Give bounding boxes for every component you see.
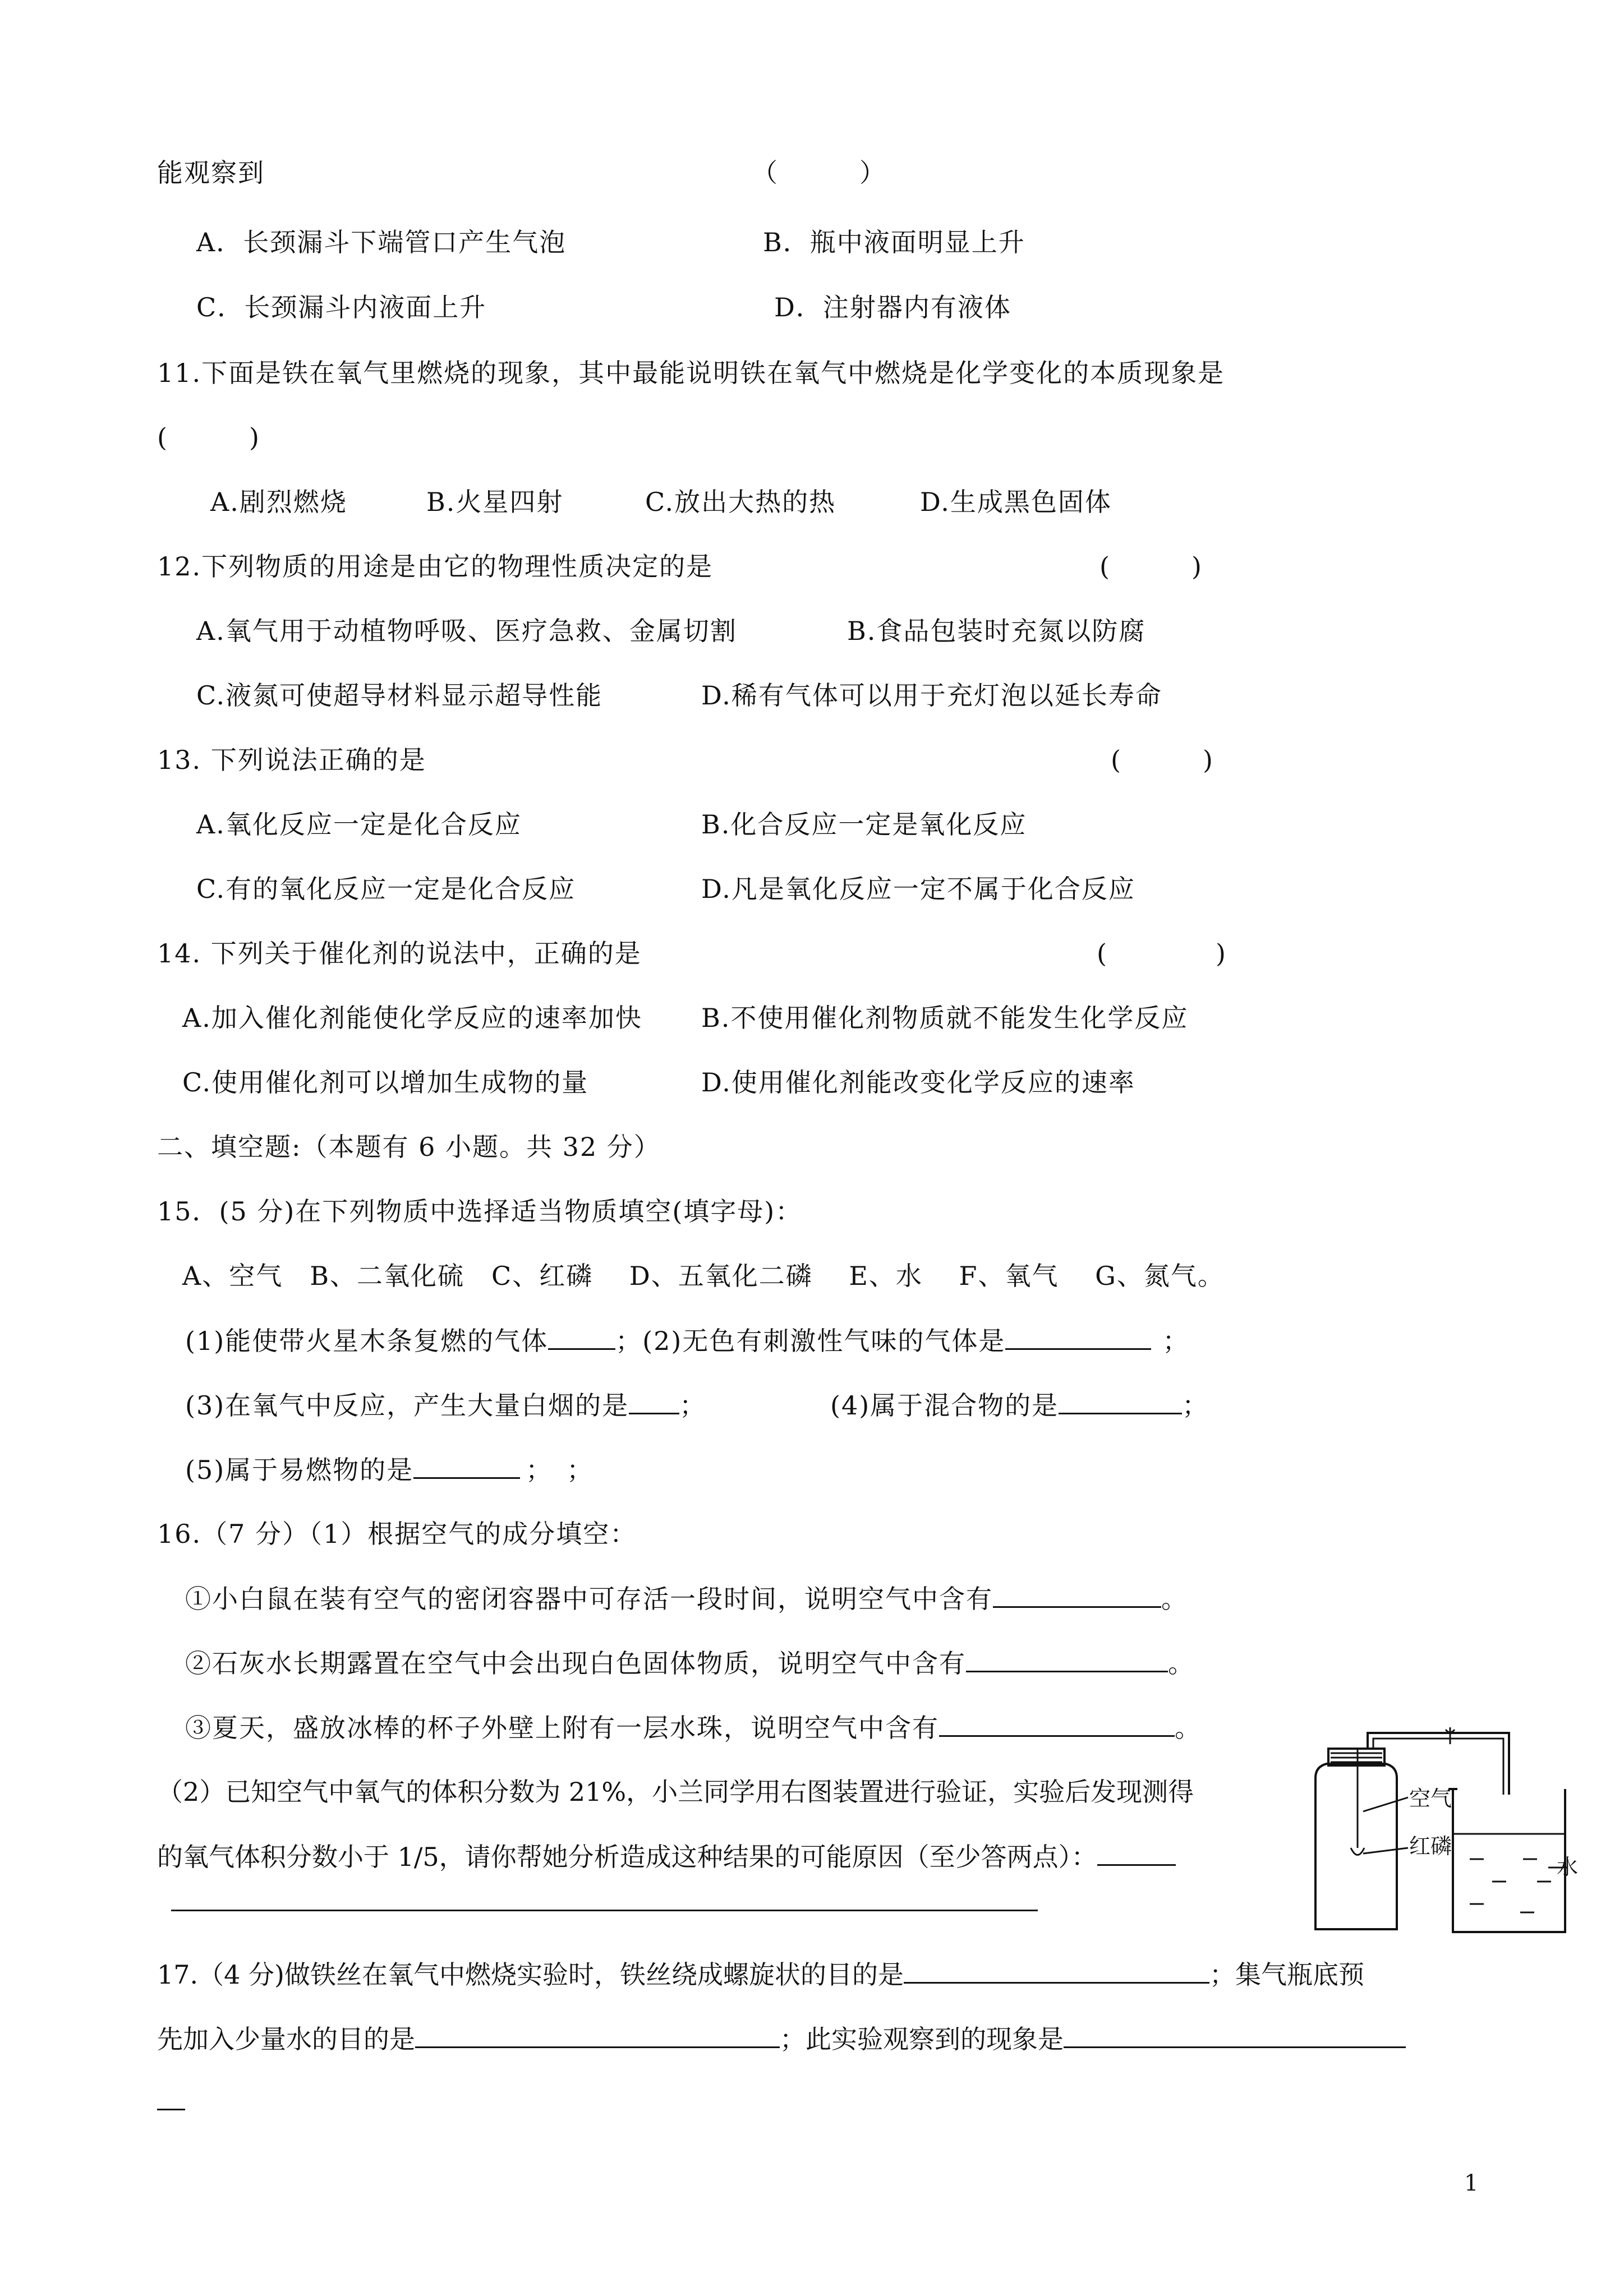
q13-option-d: D.凡是氧化反应一定不属于化合反应 [701, 874, 1135, 904]
q11-stem: 11.下面是铁在氧气里燃烧的现象，其中最能说明铁在氧气中燃烧是化学变化的本质现象是 [157, 358, 1225, 388]
q15-item1-text: (1)能使带火星木条复燃的气体 [185, 1326, 549, 1356]
q15-item4-text: (4)属于混合物的是 [830, 1390, 1059, 1421]
q10-answer-paren: （ ） [752, 158, 886, 188]
q15-row1 [185, 1324, 1189, 1358]
q16-blank-2[interactable] [966, 1646, 1168, 1672]
q15-row3 [185, 1453, 594, 1487]
apparatus-figure [1301, 1727, 1582, 1940]
q15-item5-text: (5)属于易燃物的是 [185, 1455, 414, 1485]
q13-answer-paren: ( ) [1111, 745, 1214, 775]
q16-part2-line2 [157, 1839, 1176, 1874]
q17-line2 [157, 2022, 1406, 2056]
q16-item2-text: ②石灰水长期露置在空气中会出现白色固体物质，说明空气中含有 [185, 1648, 966, 1679]
q12-option-b: B.食品包装时充氮以防腐 [847, 616, 1146, 646]
q15-row2-right [830, 1388, 1209, 1422]
section-heading: 二、填空题:（本题有 6 小题。共 32 分） [157, 1132, 661, 1162]
q16-blank-1[interactable] [993, 1582, 1161, 1608]
q15-options: A、空气 B、二氧化硫 C、红磷 D、五氧化二磷 E、水 F、氧气 G、氮气。 [182, 1261, 1225, 1291]
q10-option-a: A．长颈漏斗下端管口产生气泡 [196, 227, 567, 257]
q11-option-d: D.生成黑色固体 [920, 487, 1112, 517]
q15-blank-2[interactable] [1005, 1324, 1151, 1350]
q17-text-4: ；此实验观察到的现象是 [780, 2024, 1064, 2054]
q16-part2-text: 的氧气体积分数小于 1/5，请你帮她分析造成这种结果的可能原因（至少答两点）： [157, 1842, 1097, 1872]
q11-option-c: C.放出大热的热 [645, 487, 836, 517]
q14-option-c: C.使用催化剂可以增加生成物的量 [182, 1067, 589, 1098]
q10-option-c: C．长颈漏斗内液面上升 [196, 292, 487, 322]
q17-text-2: ；集气瓶底预 [1209, 1960, 1364, 1990]
q17-text-3: 先加入少量水的目的是 [157, 2024, 415, 2054]
q15-blank-5[interactable] [413, 1453, 520, 1479]
q15-item5-end: ； ； [526, 1455, 594, 1485]
q12-option-c: C.液氮可使超导材料显示超导性能 [196, 680, 603, 711]
q15-blank-3[interactable] [629, 1388, 679, 1414]
q14-option-d: D.使用催化剂能改变化学反应的速率 [701, 1067, 1135, 1098]
q13-stem: 13. 下列说法正确的是 [157, 745, 426, 775]
q15-item3-end: ； [679, 1390, 707, 1421]
q16-item2-end: 。 [1168, 1648, 1195, 1679]
q14-stem: 14. 下列关于催化剂的说法中，正确的是 [157, 938, 642, 969]
q17-line1 [157, 1957, 1364, 1991]
q17-blank-1[interactable] [904, 1957, 1209, 1984]
q15-blank-1[interactable] [548, 1324, 615, 1350]
q13-option-b: B.化合反应一定是氧化反应 [701, 809, 1027, 840]
q12-answer-paren: ( ) [1099, 551, 1203, 582]
q16-stem: 16.（7 分）（1）根据空气的成分填空： [157, 1519, 637, 1549]
q15-row2-left [185, 1388, 706, 1422]
figure-label-air: 空气 [1409, 1786, 1452, 1811]
q15-blank-4[interactable] [1059, 1388, 1182, 1414]
q14-answer-paren: ( ) [1097, 938, 1227, 969]
figure-label-water: 水 [1557, 1855, 1579, 1879]
q13-option-a: A.氧化反应一定是化合反应 [196, 809, 522, 840]
q17-text-1: 17.（4 分)做铁丝在氧气中燃烧实验时，铁丝绕成螺旋状的目的是 [157, 1960, 904, 1990]
q16-item1-text: ①小白鼠在装有空气的密闭容器中可存活一段时间，说明空气中含有 [185, 1584, 993, 1614]
q11-answer-paren: ( ) [157, 422, 260, 453]
q17-blank-2[interactable] [415, 2022, 780, 2048]
q17-blank-continuation[interactable] [157, 2109, 185, 2110]
q11-option-b: B.火星四射 [426, 487, 564, 517]
q16-part2-line1: （2）已知空气中氧气的体积分数为 21%，小兰同学用右图装置进行验证，实验后发现测得 [157, 1777, 1194, 1807]
q16-answer-line[interactable] [171, 1910, 1038, 1911]
q16-item3-end: 。 [1175, 1713, 1202, 1743]
q15-item2-text: ；(2)无色有刺激性气味的气体是 [615, 1326, 1006, 1356]
q11-option-a: A.剧烈燃烧 [210, 487, 347, 517]
q15-stem: 15．(5 分)在下列物质中选择适当物质填空(填字母)： [157, 1196, 803, 1227]
q16-item3-text: ③夏天，盛放冰棒的杯子外壁上附有一层水珠，说明空气中含有 [185, 1713, 939, 1743]
q10-option-d: D．注射器内有液体 [774, 292, 1011, 322]
q15-row1-end: ； [1162, 1326, 1190, 1356]
q15-item3-text: (3)在氧气中反应，产生大量白烟的是 [185, 1390, 629, 1421]
page-number: 1 [1464, 2170, 1479, 2196]
q16-item1 [185, 1582, 1188, 1616]
q13-option-c: C.有的氧化反应一定是化合反应 [196, 874, 576, 904]
q12-option-a: A.氧气用于动植物呼吸、医疗急救、金属切割 [196, 616, 737, 646]
q14-option-a: A.加入催化剂能使化学反应的速率加快 [182, 1003, 642, 1033]
q10-stem-tail: 能观察到 [157, 158, 265, 188]
q16-item3 [185, 1711, 1202, 1745]
q16-blank-4[interactable] [1097, 1839, 1176, 1866]
q17-blank-3[interactable] [1064, 2022, 1406, 2048]
q12-stem: 12.下列物质的用途是由它的物理性质决定的是 [157, 551, 714, 582]
q16-item1-end: 。 [1161, 1584, 1188, 1614]
q14-option-b: B.不使用催化剂物质就不能发生化学反应 [701, 1003, 1189, 1033]
q16-blank-3[interactable] [939, 1711, 1175, 1737]
q12-option-d: D.稀有气体可以用于充灯泡以延长寿命 [701, 680, 1162, 711]
q16-item2 [185, 1646, 1195, 1680]
q10-option-b: B．瓶中液面明显上升 [763, 227, 1025, 257]
figure-label-red-phosphorus: 红磷 [1409, 1834, 1452, 1859]
q15-item4-end: ； [1182, 1390, 1209, 1421]
